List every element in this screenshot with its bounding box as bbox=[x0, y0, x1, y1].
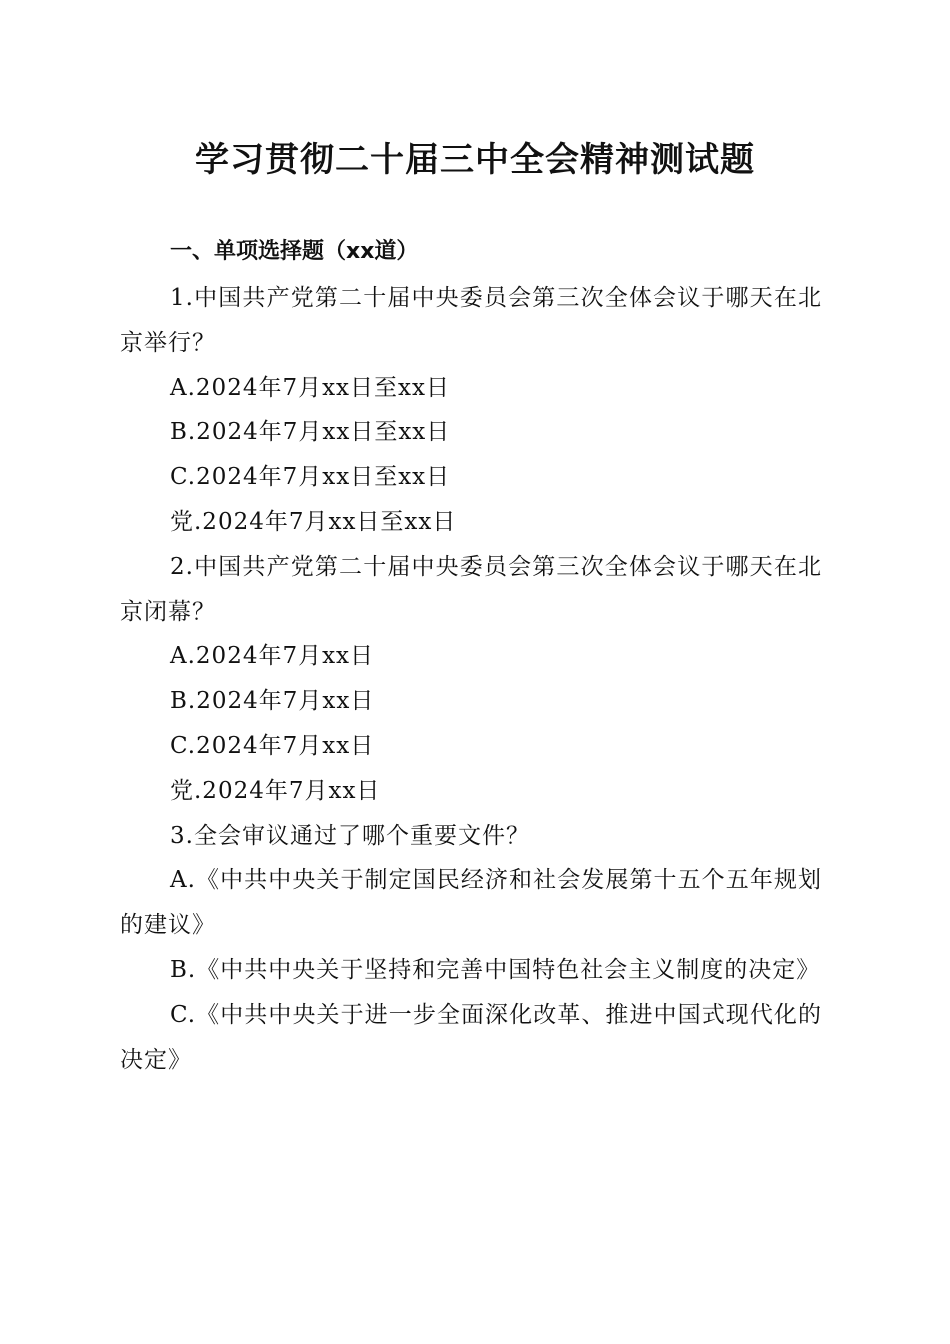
answer-option: 党.2024年7月xx日至xx日 bbox=[170, 508, 457, 535]
answer-option: A.2024年7月xx日至xx日 bbox=[170, 374, 450, 401]
answer-option: C.《中共中央关于进一步全面深化改革、推进中国式现代化的决定》 bbox=[120, 1001, 822, 1073]
question-text: 2.中国共产党第二十届中央委员会第三次全体会议于哪天在北京闭幕？ bbox=[120, 553, 822, 625]
section-heading: 一、单项选择题（xx道） bbox=[170, 239, 419, 264]
answer-option: B.《中共中央关于坚持和完善中国特色社会主义制度的决定》 bbox=[170, 956, 821, 983]
answer-option: B.2024年7月xx日至xx日 bbox=[170, 419, 451, 446]
answer-option: C.2024年7月xx日至xx日 bbox=[170, 464, 451, 491]
question-text: 1.中国共产党第二十届中央委员会第三次全体会议于哪天在北京举行？ bbox=[120, 285, 822, 356]
question-list bbox=[120, 276, 822, 1082]
question-text: 3.全会审议通过了哪个重要文件？ bbox=[170, 822, 530, 849]
document-title: 学习贯彻二十届三中全会精神测试题 bbox=[195, 140, 755, 180]
answer-option: B.2024年7月xx日 bbox=[170, 688, 375, 715]
answer-option: A.《中共中央关于制定国民经济和社会发展第十五个五年规划的建议》 bbox=[120, 867, 822, 939]
answer-option: C.2024年7月xx日 bbox=[170, 732, 375, 759]
answer-option: 党.2024年7月xx日 bbox=[170, 777, 381, 804]
answer-option: A.2024年7月xx日 bbox=[170, 643, 375, 670]
